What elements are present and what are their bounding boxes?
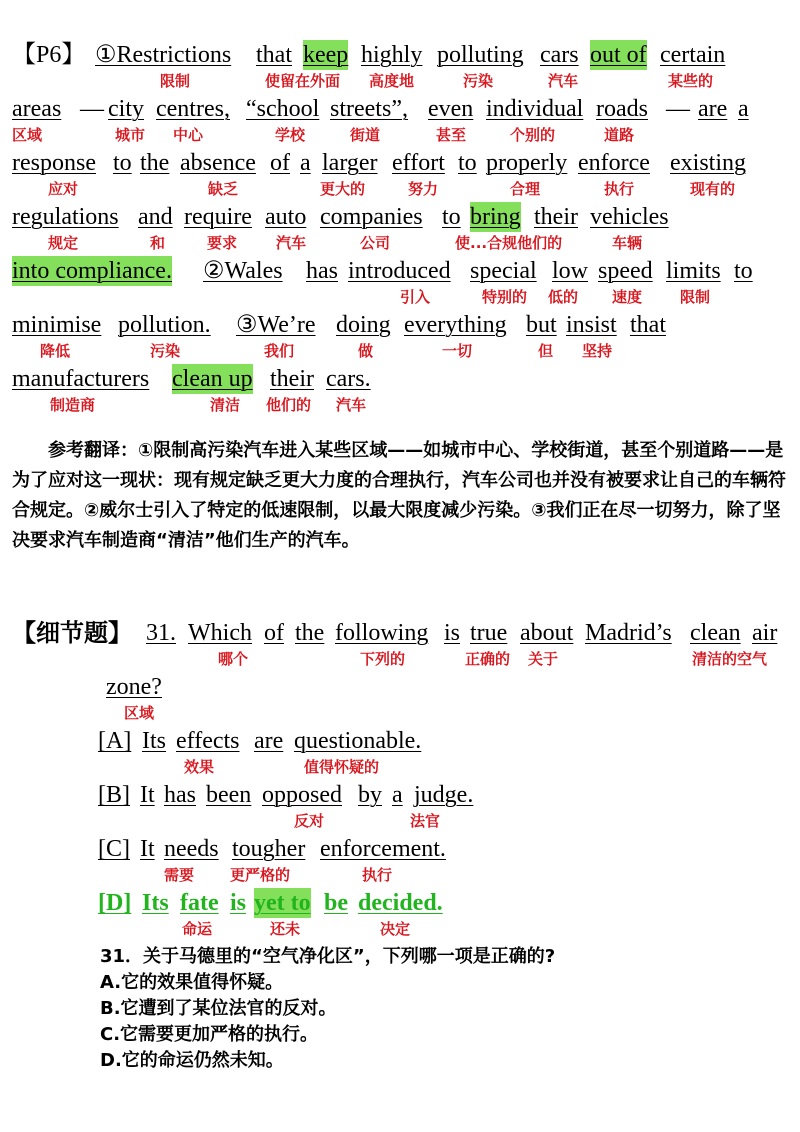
word: Its xyxy=(142,890,169,916)
word: absence xyxy=(180,150,256,176)
word: tougher xyxy=(232,836,306,862)
word: polluting xyxy=(437,42,524,68)
gloss-annotation: 值得怀疑的 xyxy=(304,758,380,776)
gloss-annotation: 反对 xyxy=(294,812,325,830)
gloss-annotation: 汽车 xyxy=(276,234,307,252)
word: everything xyxy=(404,312,507,338)
word: true xyxy=(470,620,508,646)
word: Its xyxy=(142,728,166,754)
cn-option-a: A.它的效果值得怀疑。 xyxy=(100,972,284,993)
word: their xyxy=(534,204,578,230)
word: properly xyxy=(486,150,568,176)
gloss-annotation: 使留在外面 xyxy=(265,72,341,90)
gloss-annotation: 清洁的空气 xyxy=(692,650,768,668)
word: needs xyxy=(164,836,219,862)
word: following xyxy=(335,620,429,646)
gloss-annotation: 制造商 xyxy=(50,396,96,414)
word: be xyxy=(324,890,348,916)
word: opposed xyxy=(262,782,342,808)
word: ②Wales xyxy=(203,258,283,284)
word: that xyxy=(630,312,666,338)
gloss-annotation: 公司 xyxy=(360,234,391,252)
highlighted-word: keep xyxy=(303,42,349,68)
gloss-annotation: 车辆 xyxy=(612,234,643,252)
word: is xyxy=(230,890,247,916)
gloss-annotation: 决定 xyxy=(380,920,411,938)
gloss-annotation: 速度 xyxy=(612,288,643,306)
word: city xyxy=(108,96,144,122)
word: centres, xyxy=(156,96,230,122)
word: streets”, xyxy=(330,96,408,122)
word: the xyxy=(140,150,170,176)
word: been xyxy=(206,782,252,808)
gloss-annotation: 更大的 xyxy=(320,180,366,198)
highlighted-word: into compliance. xyxy=(12,258,172,284)
word: are xyxy=(254,728,284,754)
gloss-annotation: 更严格的 xyxy=(230,866,291,884)
cn-question-title: 31．关于马德里的“空气净化区”，下列哪一项是正确的? xyxy=(100,946,556,967)
gloss-annotation: 个别的 xyxy=(510,126,556,144)
word: auto xyxy=(265,204,307,230)
word: a xyxy=(392,782,403,808)
question-type-tag: 【细节题】 xyxy=(12,619,132,647)
word: Madrid’s xyxy=(585,620,672,646)
gloss-annotation: 法官 xyxy=(410,812,441,830)
gloss-annotation: 命运 xyxy=(182,920,213,938)
gloss-annotation: 我们 xyxy=(264,342,295,360)
word: minimise xyxy=(12,312,102,338)
cn-option-b: B.它遭到了某位法官的反对。 xyxy=(100,998,337,1019)
gloss-annotation: 清洁 xyxy=(210,396,241,414)
gloss-annotation: 关于 xyxy=(528,650,559,668)
gloss-annotation: 和 xyxy=(150,234,166,252)
word: certain xyxy=(660,42,726,68)
gloss-annotation: 限制 xyxy=(160,72,191,90)
word: 31. xyxy=(146,620,176,646)
word: judge. xyxy=(414,782,474,808)
word: existing xyxy=(670,150,746,176)
gloss-annotation: 他们的 xyxy=(266,396,312,414)
word: fate xyxy=(180,890,219,916)
word: their xyxy=(270,366,314,392)
word: highly xyxy=(361,42,423,68)
word: It xyxy=(140,782,155,808)
word: roads xyxy=(596,96,648,122)
word: effects xyxy=(176,728,240,754)
gloss-annotation: 高度地 xyxy=(369,72,415,90)
word: [D] xyxy=(98,890,132,916)
word: that xyxy=(256,42,292,68)
gloss-annotation: 汽车 xyxy=(336,396,367,414)
gloss-annotation: 规定 xyxy=(48,234,79,252)
word: ③We’re xyxy=(236,312,316,338)
word: of xyxy=(270,150,290,176)
highlighted-word: clean up xyxy=(172,366,253,392)
gloss-annotation: 中心 xyxy=(173,126,204,144)
gloss-annotation: 学校 xyxy=(275,126,306,144)
word: a xyxy=(738,96,749,122)
gloss-annotation: 要求 xyxy=(207,234,238,252)
highlighted-word: bring xyxy=(470,204,521,230)
word: introduced xyxy=(348,258,451,284)
gloss-annotation: 街道 xyxy=(350,126,381,144)
word: [C] xyxy=(98,836,130,862)
word: to xyxy=(442,204,461,230)
highlighted-word: yet to xyxy=(254,890,311,916)
gloss-annotation: 汽车 xyxy=(548,72,579,90)
gloss-annotation: 执行 xyxy=(604,180,635,198)
gloss-annotation: 污染 xyxy=(463,72,494,90)
word: speed xyxy=(598,258,653,284)
gloss-annotation: 区域 xyxy=(12,126,43,144)
word: companies xyxy=(320,204,423,230)
gloss-annotation: 城市 xyxy=(115,126,146,144)
word: cars xyxy=(540,42,579,68)
translation-text: ①限制高污染汽车进入某些区域——如城市中心、学校街道，甚至个别道路——是为了应对这一现状：现有规定缺乏更大力度的合理执行，汽车公司也并没有被要求让自己的车辆符合规定。②威尔士引入了特定的低速限制，以最大限度减少污染。③我们正在尽一切努力，除了坚决要求汽车制造商“清洁”他们生产的汽车。 xyxy=(12,440,786,551)
word: enforcement. xyxy=(320,836,446,862)
word: 【P6】 xyxy=(12,42,86,68)
gloss-annotation: 缺乏 xyxy=(208,180,239,198)
gloss-annotation: 做 xyxy=(358,342,374,360)
word: enforce xyxy=(578,150,650,176)
word: require xyxy=(184,204,252,230)
word: special xyxy=(470,258,537,284)
reference-translation xyxy=(12,436,788,556)
word: to xyxy=(458,150,477,176)
word: has xyxy=(164,782,196,808)
word: decided. xyxy=(358,890,443,916)
word: [A] xyxy=(98,728,132,754)
gloss-annotation: 哪个 xyxy=(218,650,249,668)
word: are xyxy=(698,96,728,122)
word: pollution. xyxy=(118,312,211,338)
word: individual xyxy=(486,96,584,122)
gloss-annotation: 努力 xyxy=(408,180,439,198)
gloss-annotation: 一切 xyxy=(442,342,473,360)
word: is xyxy=(444,620,461,646)
gloss-annotation: 需要 xyxy=(164,866,195,884)
word: to xyxy=(734,258,753,284)
word: clean xyxy=(690,620,741,646)
gloss-annotation: 还未 xyxy=(270,920,301,938)
word: effort xyxy=(392,150,445,176)
word: [B] xyxy=(98,782,130,808)
word: questionable. xyxy=(294,728,422,754)
word: zone? xyxy=(106,674,162,700)
gloss-annotation: 下列的 xyxy=(360,650,406,668)
word: and xyxy=(138,204,173,230)
word: to xyxy=(113,150,132,176)
gloss-annotation: 降低 xyxy=(40,342,71,360)
word: regulations xyxy=(12,204,119,230)
word: limits xyxy=(666,258,721,284)
word: about xyxy=(520,620,574,646)
word: the xyxy=(295,620,325,646)
gloss-annotation: 但 xyxy=(538,342,554,360)
word: vehicles xyxy=(590,204,669,230)
gloss-annotation: 限制 xyxy=(680,288,711,306)
word: “school xyxy=(246,96,320,122)
word: — xyxy=(80,96,104,122)
word: ①Restrictions xyxy=(95,42,232,68)
word: cars. xyxy=(326,366,371,392)
word: a xyxy=(300,150,311,176)
word: insist xyxy=(566,312,617,338)
gloss-annotation: 使...合规他们的 xyxy=(455,234,563,252)
gloss-annotation: 某些的 xyxy=(668,72,714,90)
gloss-annotation: 低的 xyxy=(548,288,579,306)
gloss-annotation: 污染 xyxy=(150,342,181,360)
cn-option-d: D.它的命运仍然未知。 xyxy=(100,1050,284,1071)
word: air xyxy=(752,620,778,646)
word: even xyxy=(428,96,474,122)
word: doing xyxy=(336,312,391,338)
cn-option-c: C.它需要更加严格的执行。 xyxy=(100,1024,319,1045)
word: manufacturers xyxy=(12,366,150,392)
word: areas xyxy=(12,96,62,122)
gloss-annotation: 区域 xyxy=(124,704,155,722)
word: — xyxy=(666,96,690,122)
word: response xyxy=(12,150,96,176)
gloss-annotation: 甚至 xyxy=(436,126,467,144)
gloss-annotation: 特别的 xyxy=(482,288,528,306)
word: It xyxy=(140,836,155,862)
gloss-annotation: 现有的 xyxy=(690,180,736,198)
word: of xyxy=(264,620,284,646)
translation-label: 参考翻译： xyxy=(48,440,138,461)
word: Which xyxy=(188,620,252,646)
gloss-annotation: 效果 xyxy=(184,758,215,776)
gloss-annotation: 应对 xyxy=(48,180,79,198)
word: but xyxy=(526,312,557,338)
gloss-annotation: 道路 xyxy=(604,126,635,144)
highlighted-word: out of xyxy=(590,42,647,68)
gloss-annotation: 正确的 xyxy=(465,650,511,668)
gloss-annotation: 坚持 xyxy=(582,342,613,360)
word: low xyxy=(552,258,588,284)
word: has xyxy=(306,258,338,284)
gloss-annotation: 引入 xyxy=(400,288,431,306)
gloss-annotation: 合理 xyxy=(510,180,541,198)
word: larger xyxy=(322,150,378,176)
word: by xyxy=(358,782,382,808)
gloss-annotation: 执行 xyxy=(362,866,393,884)
